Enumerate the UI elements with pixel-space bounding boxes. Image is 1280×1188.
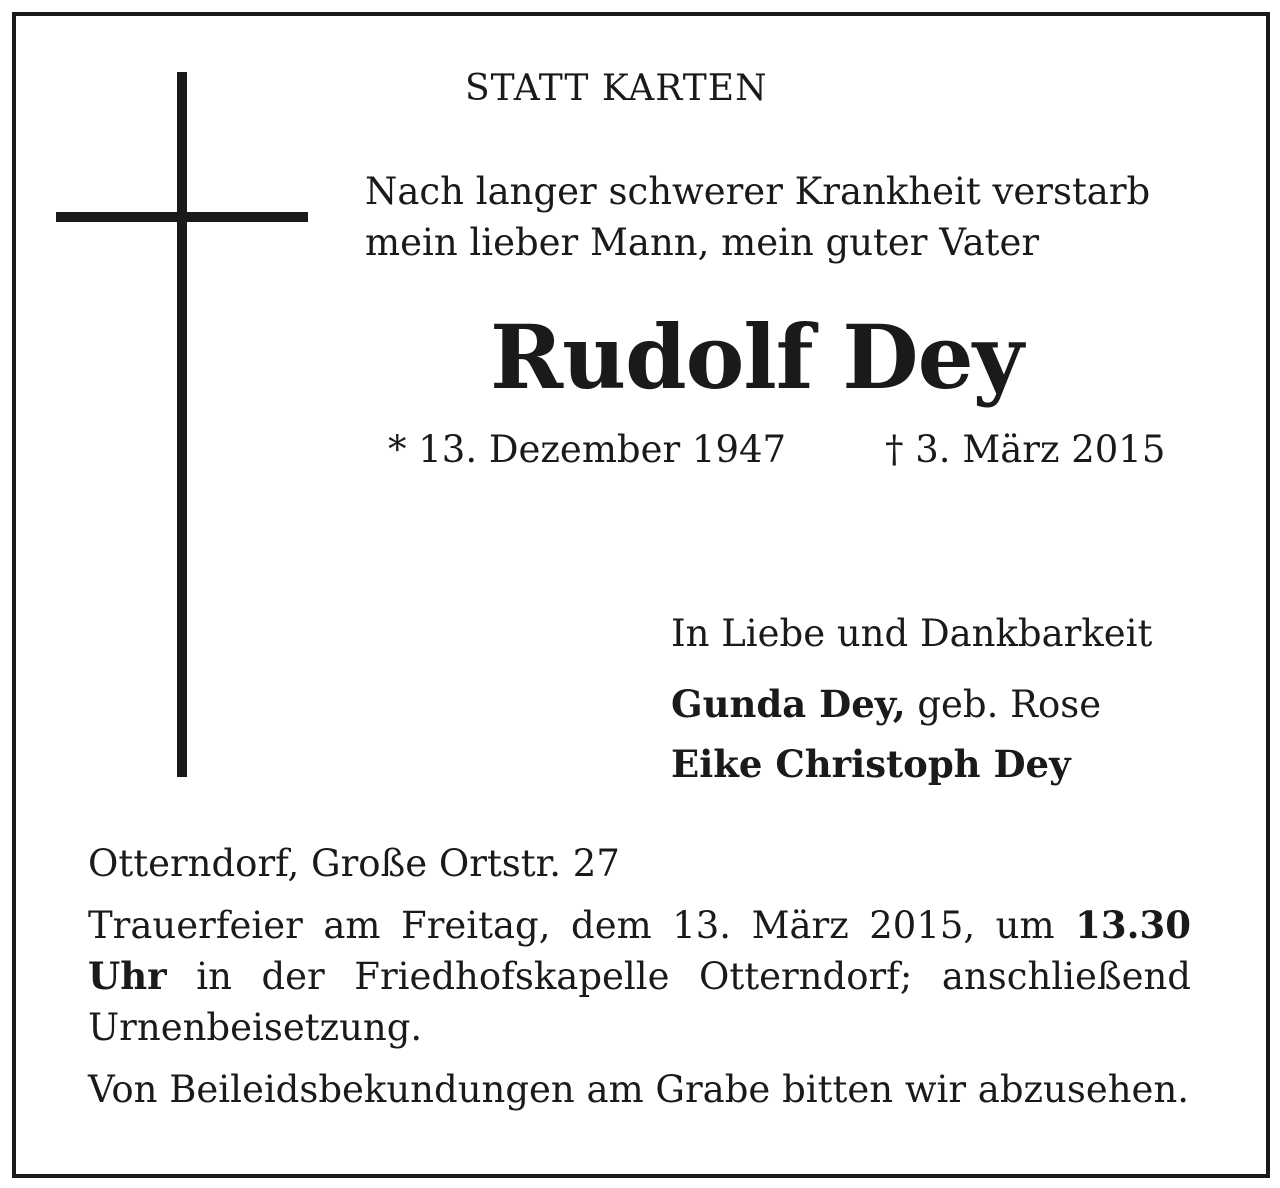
mourner-2-name: Eike Christoph Dey: [671, 742, 1071, 786]
ceremony-details: [88, 900, 1191, 1053]
ceremony-text-1: Trauerfeier am Freitag, dem 13. März 2015, um: [88, 904, 1076, 947]
cross-vertical-bar: [177, 72, 187, 777]
death-date: † 3. März 2015: [885, 428, 1166, 471]
ceremony-text-2: in der Friedhofskapelle Otterndorf; anschließend Urnenbeisetzung.: [88, 955, 1191, 1049]
intro-text: [365, 166, 1150, 268]
closing-phrase: In Liebe und Dankbarkeit: [671, 612, 1153, 655]
mourner-1: [671, 682, 1101, 726]
mourner-1-name: Gunda Dey,: [671, 682, 906, 726]
deceased-name: Rudolf Dey: [490, 305, 1023, 409]
birth-date: * 13. Dezember 1947: [388, 428, 787, 471]
address: Otterndorf, Große Ortstr. 27: [88, 842, 620, 885]
intro-line-1: Nach langer schwerer Krankheit verstarb: [365, 170, 1151, 213]
mourner-1-suffix: geb. Rose: [905, 683, 1102, 726]
ceremony-time: 13.30: [1075, 903, 1191, 947]
ceremony-time-unit: Uhr: [88, 954, 167, 998]
cross-horizontal-bar: [56, 212, 308, 222]
condolence-request: Von Beileidsbekundungen am Grabe bitten wir abzusehen.: [88, 1068, 1190, 1111]
header-statt-karten: STATT KARTEN: [465, 68, 768, 109]
intro-line-2: mein lieber Mann, mein guter Vater: [365, 221, 1040, 264]
